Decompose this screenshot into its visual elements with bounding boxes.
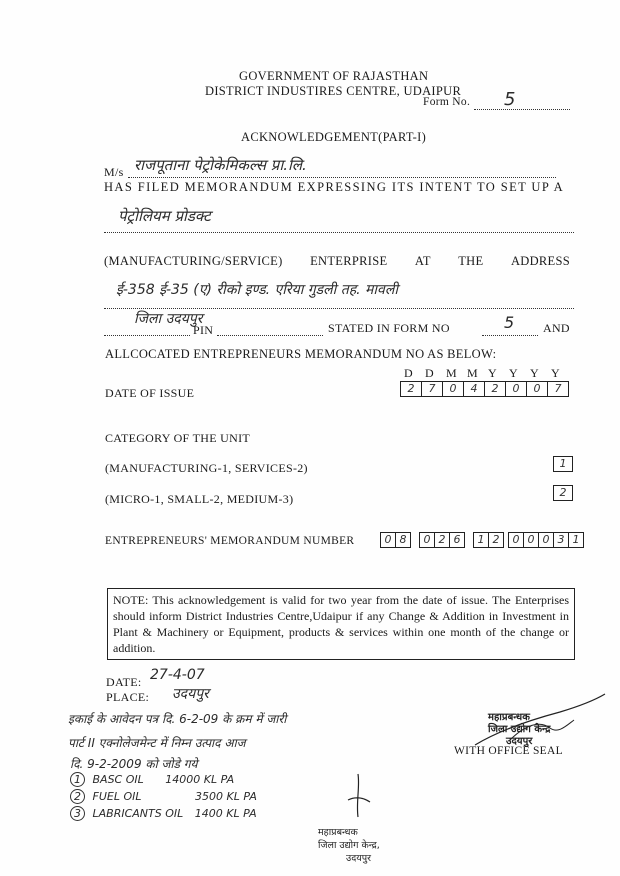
product-field [104,207,574,233]
form-no-label: Form No. [423,96,471,108]
pin-label: PIN [193,323,214,337]
date-of-issue-boxes: 2 7 0 4 2 0 0 7 [400,381,569,397]
mfg-word-3: AT [414,254,431,268]
address-line1-field [104,282,574,309]
mfg-word-5: ADDRESS [510,254,570,268]
product-value: पेट्रोलियम प्रोडक्ट [118,207,211,225]
header-line1: GOVERNMENT OF RAJASTHAN [239,69,429,83]
em-group-1: 0 8 [380,532,411,548]
form-no-field [474,89,570,110]
bottom-stamp: महाप्रबन्धक जिला उद्योग केन्द्र, उदयपुर [318,827,380,864]
category-title: CATEGORY OF THE UNIT [105,431,251,445]
handwritten-note-line3: दि. 9-2-2009 को जोडे गये [70,757,198,771]
footer-date-value: 27-4-07 [150,667,205,683]
form-no-value: 5 [504,89,516,110]
ms-value: राजपूताना पेट्रोकेमिकल्स प्रा.लि. [134,156,307,174]
pin-pre-field [104,311,203,336]
mfg-word-2: ENTERPRISE [310,254,388,268]
handwritten-note-line2: पार्ट II एक्नोलेजमेन्ट में निम्न उत्पाद आज [68,736,246,750]
mfg-category-value: 1 [553,456,573,472]
office-seal-label: WITH OFFICE SEAL [454,745,563,757]
pin-field [217,323,323,336]
size-category-label: (MICRO-1, SMALL-2, MEDIUM-3) [105,492,294,506]
and-label: AND [543,321,570,335]
header-line2: DISTRICT INDUSTIRES CENTRE, UDAIPUR [205,84,462,98]
validity-note: NOTE: This acknowledgement is valid for two year from the date of issue. The Enterprises should inform District Industries Centre,Udaipur if any Change & Addition in Investment in Plant & Machinery or Equipment, products & services within one month of the change or addition. [107,588,575,660]
em-group-3: 1 2 [473,532,504,548]
footer-date-label: DATE: [106,675,142,689]
date-format-header: D D M M Y Y Y Y [404,366,560,380]
date-of-issue-label: DATE OF ISSUE [105,386,195,400]
filed-text: HAS FILED MEMORANDUM EXPRESSING ITS INTENT TO SET UP A [104,180,565,194]
allocated-text: ALLCOCATED ENTREPRENEURS MEMORANDUM NO AS BELOW: [105,347,497,361]
product-item-2: 2 FUEL OIL 3500 KL PA [70,789,257,804]
mfg-word-4: THE [458,254,484,268]
address-line2-value: जिला उदयपुर [134,311,203,327]
officer-signature [470,690,610,760]
footer-place-value: उदयपुर [172,686,209,702]
em-group-2: 0 2 6 [419,532,465,548]
address-line1-value: ई-358 ई-35 (ए) रीको इण्ड. एरिया गुडली तह. मावली [116,282,398,298]
handwritten-note-line1: इकाई के आवेदन पत्र दि. 6-2-09 के क्रम में जारी [68,712,287,726]
product-item-1: 1 BASC OIL 14000 KL PA [70,772,234,787]
office-seal-stamp: महाप्रबन्धक जिला उद्योग केन्द्र उदयपुर [488,712,551,747]
mfg-service-line [104,254,570,269]
mfg-category-label: (MANUFACTURING-1, SERVICES-2) [105,461,308,475]
footer-place-label: PLACE: [106,690,150,704]
mfg-word-1: (MANUFACTURING/SERVICE) [104,254,283,268]
ms-label: M/s [104,165,124,179]
stated-field [482,313,538,336]
ms-field [128,156,556,178]
stated-value: 5 [504,313,515,332]
bottom-signature [330,772,390,832]
stated-label: STATED IN FORM NO [328,321,450,335]
size-category-value: 2 [553,485,573,501]
em-group-4: 0 0 0 3 1 [508,532,584,548]
em-number-label: ENTREPRENEURS' MEMORANDUM NUMBER [105,535,355,547]
product-item-3: 3 LABRICANTS OIL 1400 KL PA [70,806,257,821]
page-title: ACKNOWLEDGEMENT(PART-I) [241,130,427,144]
